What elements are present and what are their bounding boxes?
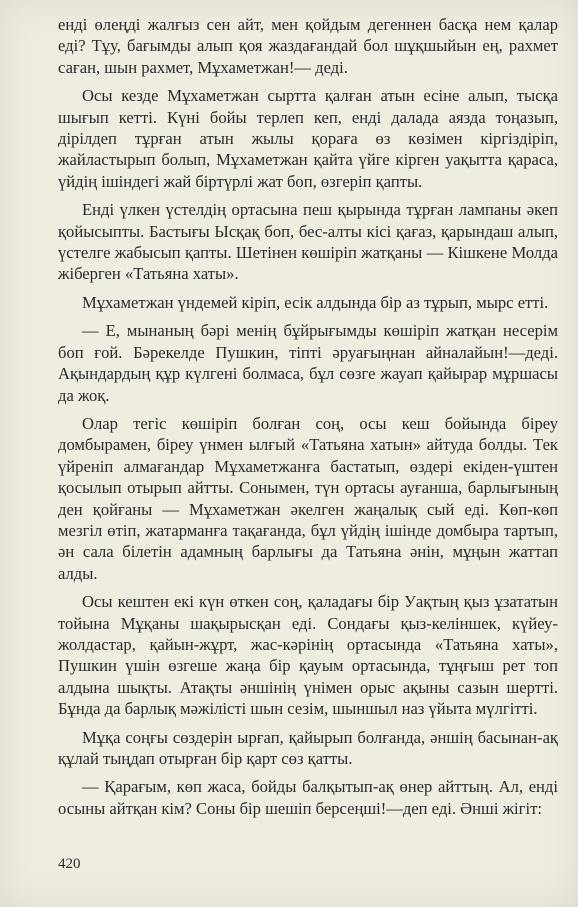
paragraph: — Е, мынаның бәрі менің бұйрығымды көшіріп жатқан несерім боп ғой. Бәрекелде Пушкин, тіпті әруағыңнан айналайын!—деді. Ақындардың құр күлгені болмаса, бұл сөзге жауап қайырар мұршасы да жоқ. — [58, 321, 558, 405]
page-number: 420 — [58, 856, 81, 872]
paragraph: Мұқа соңғы сөздерін ырғап, қайырып болғанда, әншің басынан-ақ құлай тыңдап отырған бір қарт сөз қатты. — [58, 727, 558, 768]
paragraph: Осы кезде Мұхаметжан сыртта қалған атын есіне алып, тысқа шығып кетті. Күні бойы терлеп кеп, енді далада аязда тоңазып, дірілдеп тұрған атын жылы қораға өз көзімен кіргіздіріп, жайластырып болып, Мұхаметжан қайта үйге кірген уақытта қараса, үйдің ішіндегі жай біртүрлі жат боп, өзгеріп қапты. — [58, 86, 558, 191]
paragraph: — Қарағым, көп жаса, бойды балқытып-ақ өнер айттың. Ал, енді осыны айтқан кім? Соны бір шешіп берсеңші!—деп еді. Әнші жігіт: — [58, 777, 558, 818]
paragraph: Мұхаметжан үндемей кіріп, есік алдында бір аз тұрып, мырс етті. — [82, 292, 549, 312]
paragraph: Енді үлкен үстелдің ортасына пеш қырында тұрған лампаны әкеп қойысыпты. Бастығы Ысқақ боп, бес-алты кісі қағаз, қарындаш алып, үстелге жабысып қапты. Шетінен көшіріп жатқаны — Кішкене Молда жіберген «Татьяна хаты». — [58, 200, 558, 284]
page-text — [58, 14, 558, 826]
paragraph: енді өлеңді жалғыз сен айт, мен қойдым дегеннен басқа нем қалар еді? Тұу, бағымды алып қоя жаздағандай бол шұқшыйын ең, рахмет саған, шын рахмет, Мұхаметжан!— деді. — [58, 15, 558, 77]
paragraph: Осы кештен екі күн өткен соң, қаладағы бір Уақтың қыз ұзататын тойына Мұқаны шақырысқан еді. Сондағы қыз-келіншек, күйеу-жолдастар, қайын-жұрт, жас-кәрінің ортасында «Татьяна хаты», Пушкин үшін өзгеше жаңа бір қауым ортасында, тұңғыш рет топ алдына шықты. Атақты әншінің үнімен орыс ақыны сазын шертті. Бұнда да барлық мәжілісті шын сезім, шыншыл наз үйыта мүлгітті. — [58, 592, 558, 719]
paragraph: Олар тегіс көшіріп болған соң, осы кеш бойында біреу домбырамен, біреу үнмен ылғый «Татьяна хатын» айтуда болды. Тек үйреніп алмағандар Мұхаметжанға бастатып, өздері екіден-үштен қосылып отырып айтты. Сонымен, түн ортасы ауғанша, барлығының ден қойғаны — Мұхаметжан әкелген жаңалық сый еді. Көп-көп мезгіл өтіп, жатарманға тақағанда, бұл үйдің ішінде домбыра тартып, ән сала білетін адамның барлығы да Татьяна әнін, мұңын жаттап алды. — [58, 413, 558, 583]
